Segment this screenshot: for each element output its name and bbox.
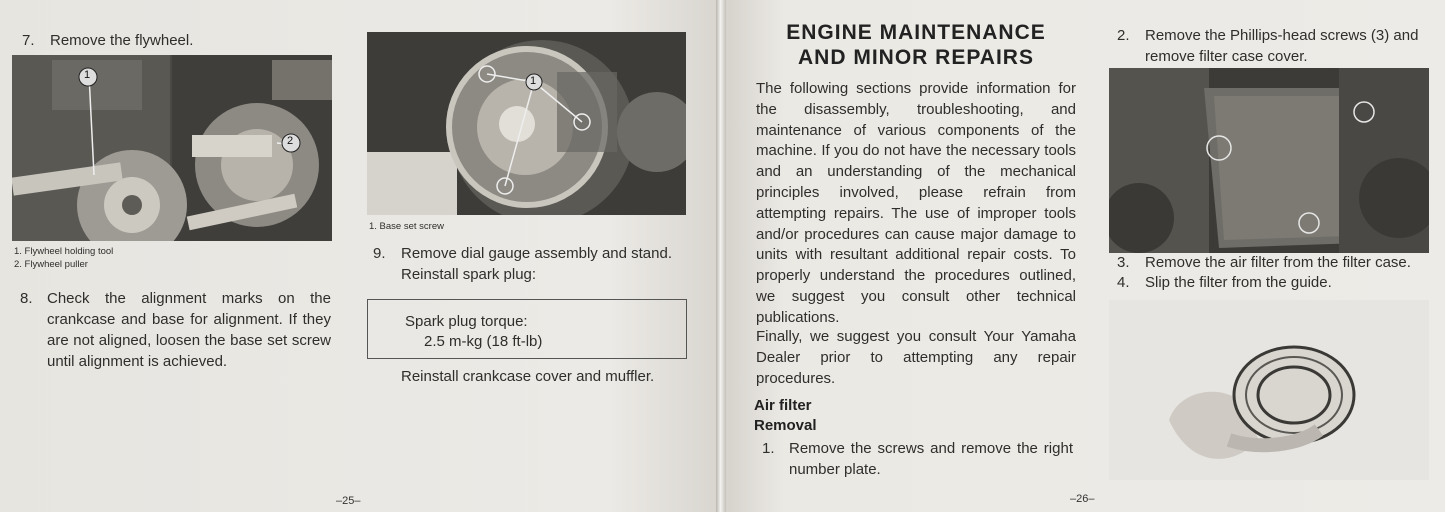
title-line-1: ENGINE MAINTENANCE: [786, 21, 1046, 44]
step-text: Slip the filter from the guide.: [1145, 274, 1332, 291]
callout-1: 1: [530, 75, 537, 87]
step-number: 3.: [1117, 254, 1130, 271]
step-7: [22, 30, 342, 52]
left-page: [0, 0, 716, 512]
step-8: [20, 288, 332, 378]
filter-case-photo: [1109, 68, 1429, 253]
base-set-screw-photo: [367, 32, 686, 215]
step-number: 9.: [373, 245, 386, 262]
intro-paragraph-2: Finally, we suggest you consult Your Yamaha Dealer prior to attempting any repair procedures.: [756, 328, 1076, 387]
step-3: [1117, 252, 1437, 274]
air-filter-photo: [1109, 300, 1429, 480]
step-number: 4.: [1117, 274, 1130, 291]
step-text: Remove the Phillips-head screws (3) and remove filter case cover.: [1145, 27, 1419, 65]
section-title: [756, 20, 1076, 70]
step-2: [1117, 25, 1437, 69]
step-number: 7.: [22, 32, 35, 49]
page-number: –26–: [1070, 493, 1095, 505]
reinstall-note: Reinstall crankcase cover and muffler.: [401, 368, 655, 385]
subsection-removal: Removal: [754, 417, 817, 434]
callout-1: 1: [84, 69, 91, 81]
intro-paragraph: The following sections provide information for the disassembly, troubleshooting, and maintenance of various components of the machine. If you do not have the necessary tools and an understanding of the mechanical principles involved, please refrain from attempting repairs. The use of improper tools and/or procedures can cause major damage to units with resultant additional repair costs. To properly understand the procedures outlined, we suggest you consult other technical publications.: [756, 80, 1076, 326]
step-text: Remove dial gauge assembly and stand. Reinstall spark plug:: [401, 245, 672, 283]
torque-label: Spark plug torque:: [405, 313, 528, 330]
step-1: [762, 438, 1074, 482]
section-air-filter: Air filter: [754, 397, 812, 414]
page-number: –25–: [336, 495, 361, 507]
step-text: Check the alignment marks on the crankcase and base for alignment. If they are not aligned, loosen the base set screw until alignment is achieved.: [47, 290, 331, 370]
step-text: Remove the air filter from the filter case.: [1145, 254, 1411, 271]
photo1-caption-1: 1. Flywheel holding tool: [14, 246, 114, 257]
step-9: [373, 243, 693, 287]
callout-2: 2: [287, 135, 294, 147]
right-page: [726, 0, 1445, 512]
title-line-2: AND MINOR REPAIRS: [798, 46, 1034, 69]
book-spine: [716, 0, 726, 512]
step-4: [1117, 272, 1437, 294]
torque-spec-box: [367, 299, 687, 359]
flywheel-photo: [12, 55, 332, 241]
step-number: 1.: [762, 440, 775, 457]
step-number: 8.: [20, 290, 33, 307]
step-text: Remove the flywheel.: [50, 32, 194, 49]
photo1-caption-2: 2. Flywheel puller: [14, 259, 88, 270]
step-text: Remove the screws and remove the right number plate.: [789, 440, 1073, 478]
photo2-caption: 1. Base set screw: [369, 221, 444, 232]
step-number: 2.: [1117, 27, 1130, 44]
torque-value: 2.5 m-kg (18 ft-lb): [424, 333, 543, 350]
